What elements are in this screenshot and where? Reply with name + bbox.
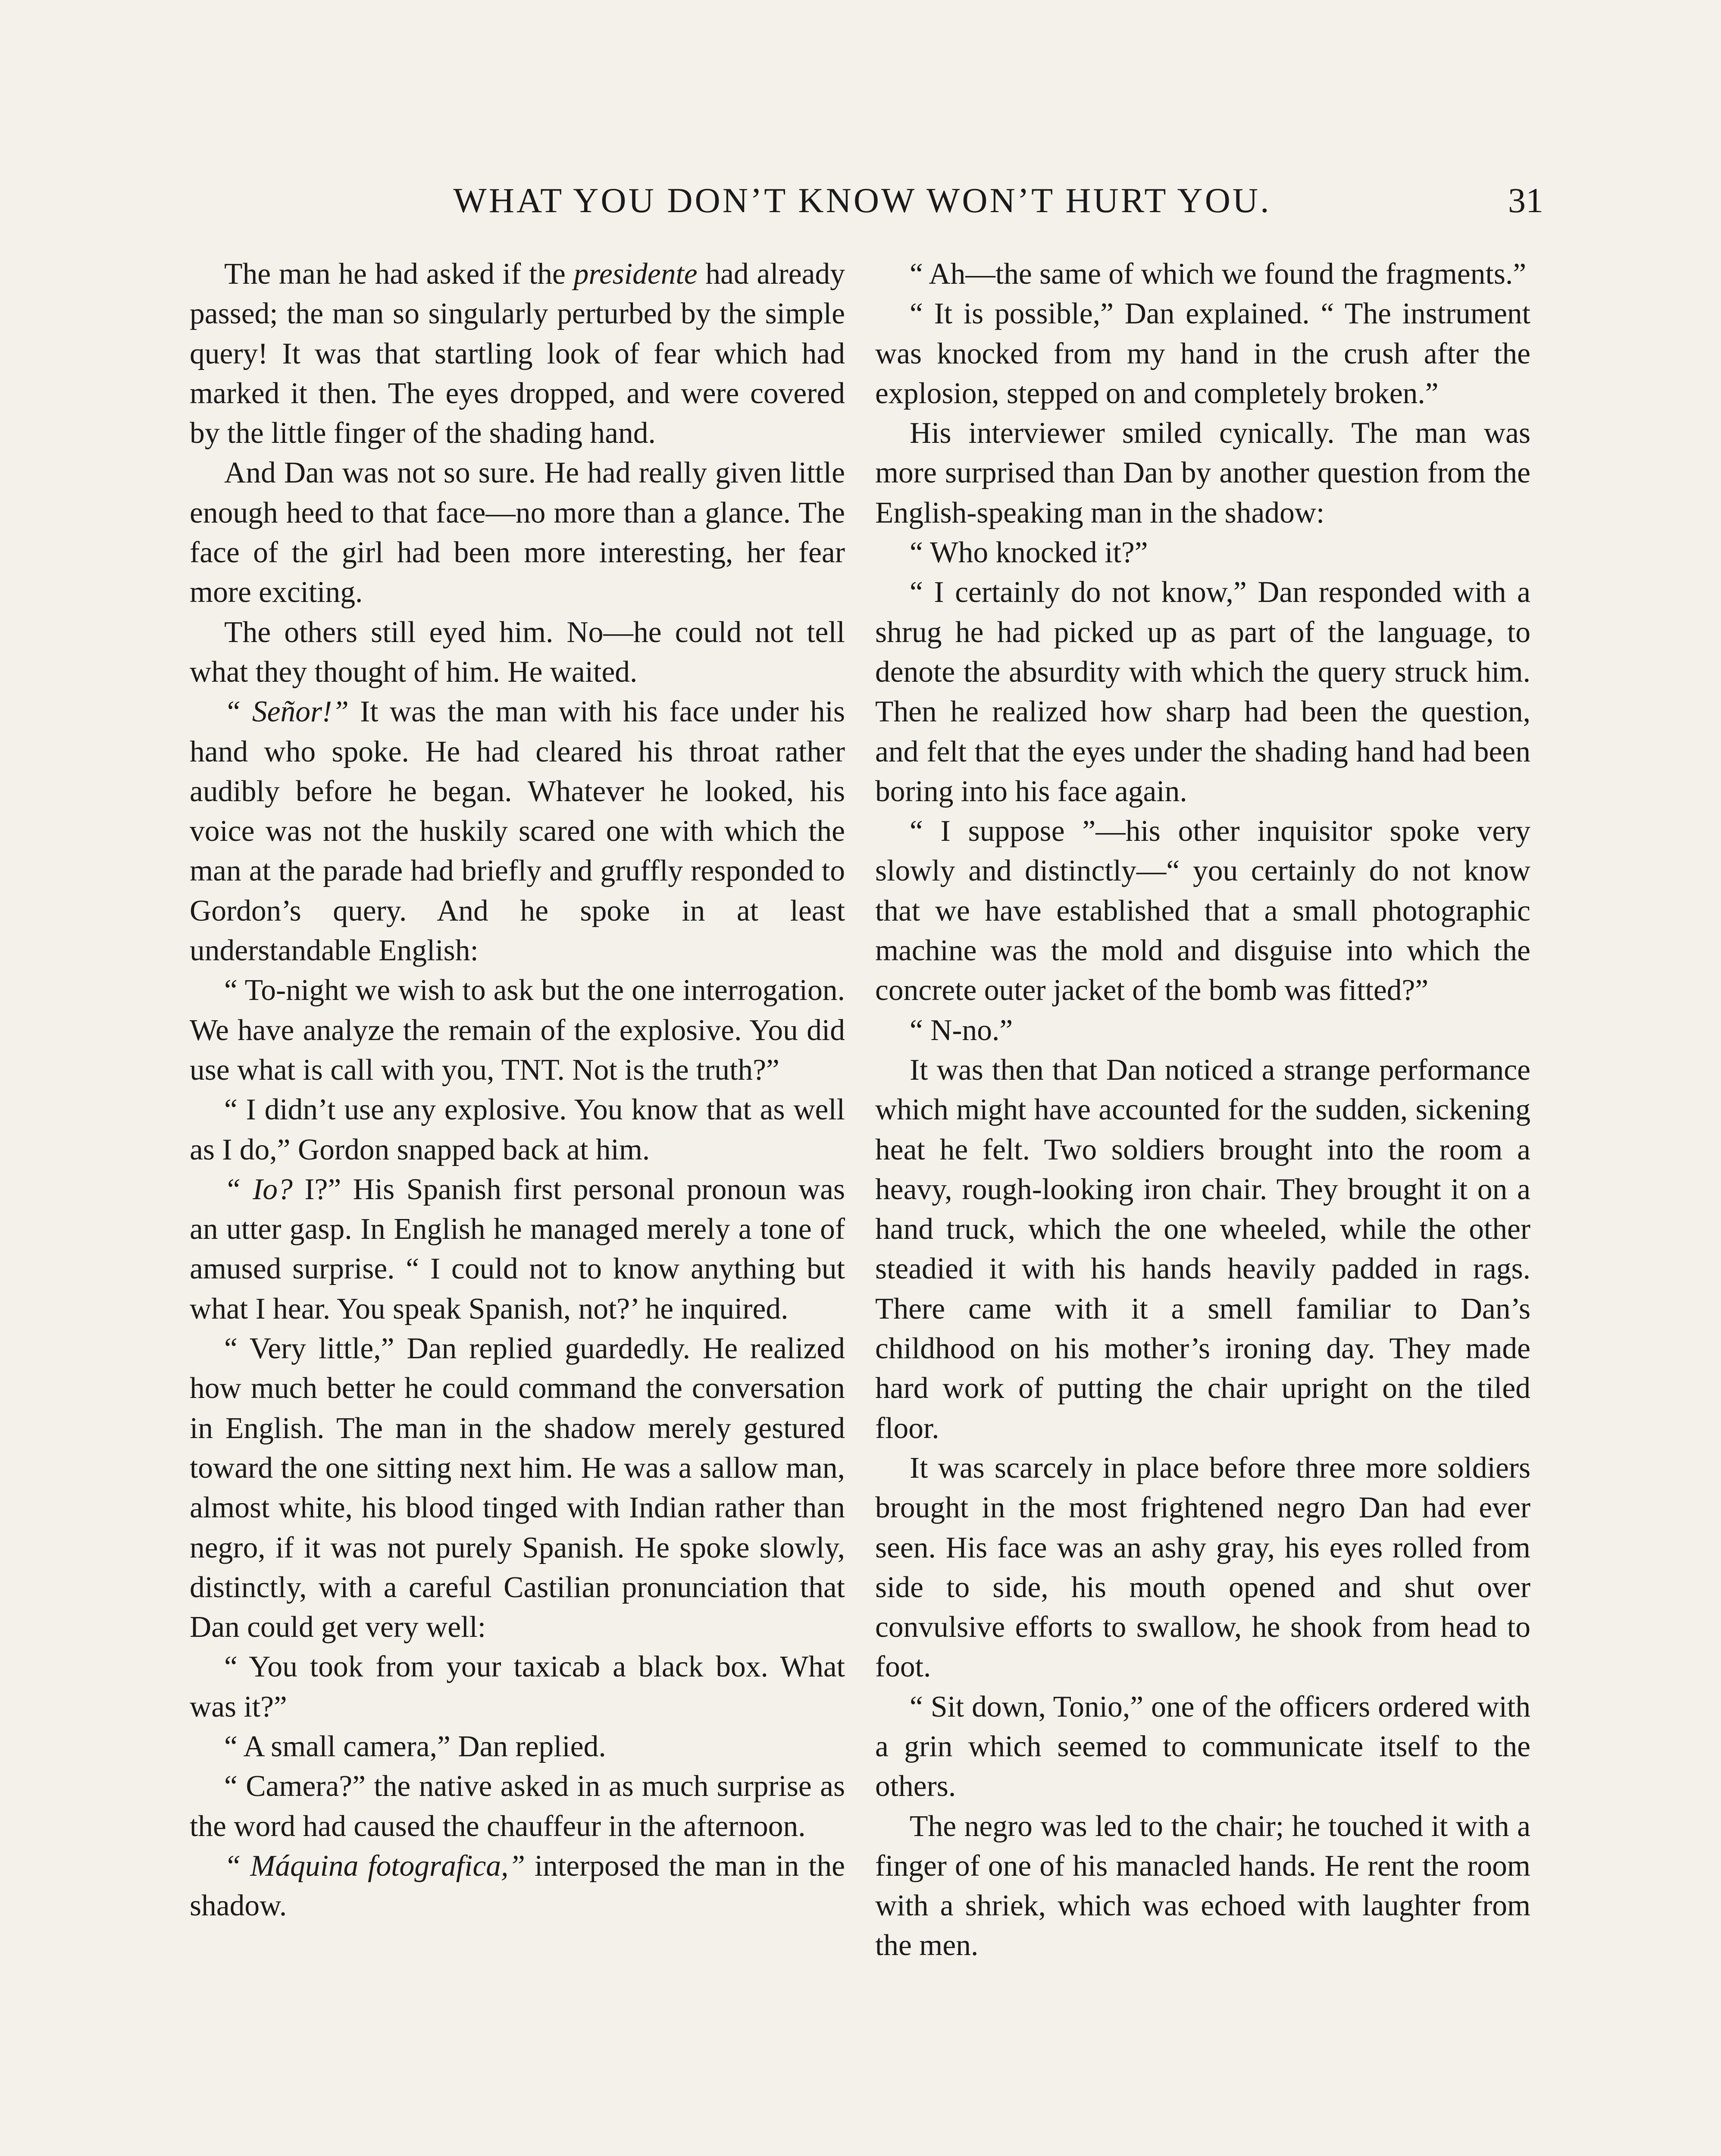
italic-text: “ Máquina fotografica,” — [224, 1849, 526, 1883]
paragraph: “ It is possible,” Dan explained. “ The instrument was knocked from my hand in the crush after the explosion, stepped on and completely broken.” — [875, 297, 1530, 410]
paragraph-text: I?” His Spanish first personal pronoun was an utter gasp. In English he managed merely a tone of amused surprise. “ I could not to know anything but what I hear. You speak Spanish, not?’ he inquired. — [190, 1172, 845, 1326]
paragraph: “ Sit down, Tonio,” one of the officers ordered with a grin which seemed to communicate itself to the others. — [875, 1690, 1530, 1803]
running-head — [190, 177, 1543, 224]
paragraph: “ Ah—the same of which we found the fragments.” — [910, 257, 1527, 291]
italic-text: “ Io? — [224, 1172, 293, 1206]
paragraph: And Dan was not so sure. He had really given little enough heed to that face—no more than a glance. The face of the girl had been more interesting, her fear more exciting. — [190, 456, 845, 609]
paragraph: It was then that Dan noticed a strange performance which might have accounted for the sudden, sickening heat he felt. Two soldiers brought into the room a heavy, rough-looking iron chair. They brought it on a hand truck, which the one wheeled, while the other steadied it with his hands heavily padded in rags. There came with it a smell familiar to Dan’s childhood on his mother’s ironing day. They made hard work of putting the chair upright on the tiled floor. — [875, 1053, 1530, 1445]
paragraph — [190, 692, 845, 971]
right-column — [875, 254, 1530, 1966]
italic-text: presidente — [573, 257, 698, 291]
paragraph-text: It was the man with his face under his hand who spoke. He had cleared his throat rather audibly before he began. Whatever he looked, his voice was not the huskily scared one with which the man at the parade had briefly and gruffly responded to Gordon’s query. And he spoke in at least understandable English: — [190, 695, 845, 968]
paragraph: It was scarcely in place before three more soldiers brought in the most frightened negro Dan had ever seen. His face was an ashy gray, his eyes rolled from side to side, his mouth opened and shut over convulsive efforts to swallow, he shook from head to foot. — [875, 1451, 1530, 1684]
paragraph: “ A small camera,” Dan replied. — [224, 1730, 606, 1763]
page-number: 31 — [1508, 181, 1543, 220]
paragraph-text: interposed the man in the shadow. — [190, 1849, 845, 1923]
left-column — [190, 254, 845, 1926]
paragraph: “ I didn’t use any explosive. You know that as well as I do,” Gordon snapped back at him. — [190, 1093, 845, 1166]
paragraph: “ N-no.” — [910, 1013, 1013, 1047]
paragraph — [190, 254, 845, 453]
paragraph: “ You took from your taxicab a black box. What was it?” — [190, 1650, 845, 1724]
paragraph: His interviewer smiled cynically. The man was more surprised than Dan by another question from the English-speaking man in the shadow: — [875, 417, 1530, 530]
paragraph: “ Very little,” Dan replied guardedly. He realized how much better he could command the conversation in English. The man in the shadow merely gestured toward the one sitting next him. He was a sallow man, almost white, his blood tinged with Indian rather than negro, if it was not purely Spanish. He spoke slowly, distinctly, with a careful Castilian pronunciation that Dan could get very well: — [190, 1332, 845, 1644]
paragraph — [190, 1846, 845, 1926]
running-title: WHAT YOU DON’T KNOW WON’T HURT YOU. — [453, 181, 1271, 220]
italic-text: “ Señor!” — [224, 695, 349, 729]
paragraph-text: had already passed; the man so singularly perturbed by the simple query! It was that startling look of fear which had marked it then. The eyes dropped, and were covered by the little finger of the shading hand. — [190, 257, 845, 450]
paragraph — [190, 1170, 845, 1329]
paragraph: “ I suppose ”—his other inquisitor spoke very slowly and distinctly—“ you certainly do not know that we have established that a small photographic machine was the mold and disguise into which the concrete outer jacket of the bomb was fitted?” — [875, 815, 1530, 1007]
paragraph: “ To-night we wish to ask but the one interrogation. We have analyze the remain of the explosive. You did use what is call with you, TNT. Not is the truth?” — [190, 974, 845, 1087]
paragraph: The negro was led to the chair; he touched it with a finger of one of his manacled hands. He rent the room with a shriek, which was echoed with laughter from the men. — [875, 1809, 1530, 1962]
paragraph: The others still eyed him. No—he could not tell what they thought of him. He waited. — [190, 615, 845, 689]
paragraph: “ Camera?” the native asked in as much surprise as the word had caused the chauffeur in the afternoon. — [190, 1770, 845, 1843]
paragraph: “ Who knocked it?” — [910, 536, 1148, 570]
paragraph-text: The man he had asked if the — [224, 257, 574, 291]
paragraph: “ I certainly do not know,” Dan responded with a shrug he had picked up as part of the language, to denote the absurdity with which the query struck him. Then he realized how sharp had been the question, and felt that the eyes under the shading hand had been boring into his face again. — [875, 576, 1530, 808]
